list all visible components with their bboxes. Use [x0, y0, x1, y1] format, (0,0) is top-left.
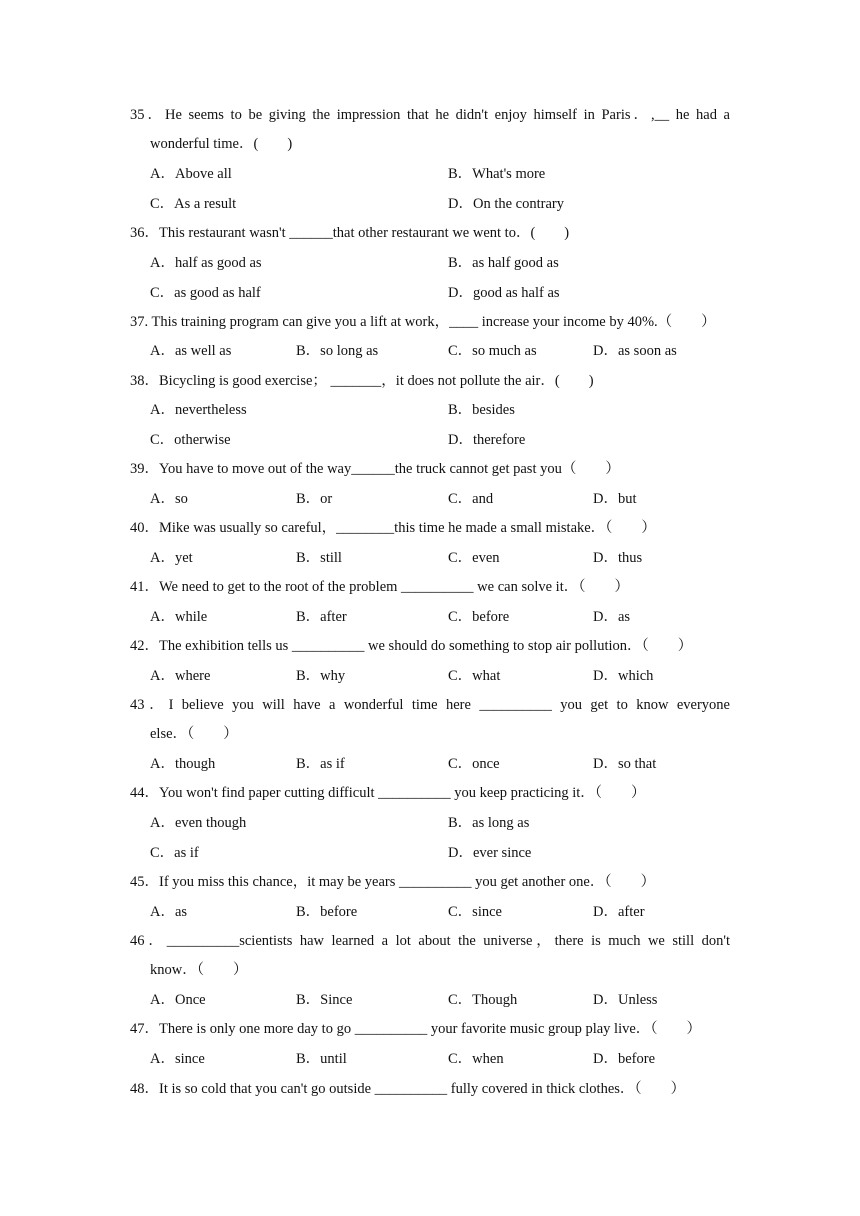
question-37-option-d: D．as soon as	[593, 343, 677, 359]
question-39-option-c: C．and	[448, 491, 494, 507]
question-42-stem: 42．The exhibition tells us __________ we should do something to stop air pollution．（ ）	[130, 638, 693, 654]
question-46-option-a: A．Once	[150, 992, 206, 1008]
question-45-option-a: A．as	[150, 904, 188, 920]
question-36-option-d: D．good as half as	[448, 285, 560, 301]
question-47-option-b: B．until	[296, 1051, 347, 1067]
question-36-option-b: B．as half good as	[448, 255, 559, 271]
question-40-stem: 40．Mike was usually so careful，________this time he made a small mistake．（ ）	[130, 520, 656, 536]
question-41-stem: 41．We need to get to the root of the problem __________ we can solve it．（ ）	[130, 579, 629, 595]
question-38-option-c: C．otherwise	[150, 432, 231, 448]
question-39-option-a: A．so	[150, 491, 188, 507]
question-41-option-c: C．before	[448, 609, 510, 625]
question-36-stem: 36．This restaurant wasn't ______that other restaurant we went to．( )	[130, 225, 570, 241]
question-39-stem: 39．You have to move out of the way______the truck cannot get past you（ ）	[130, 461, 620, 477]
question-38-option-a: A．nevertheless	[150, 402, 247, 418]
question-46-option-c: C．Though	[448, 992, 518, 1008]
question-35-option-b: B．What's more	[448, 166, 546, 182]
question-42-option-b: B．why	[296, 668, 346, 684]
question-43-stem: 43．I believe you will have a wonderful time here __________ you get to know everyone	[130, 697, 730, 713]
question-37-option-b: B．so long as	[296, 343, 379, 359]
question-43-stem-cont: else．（ ）	[150, 726, 238, 742]
question-43-option-b: B．as if	[296, 756, 345, 772]
question-47-option-d: D．before	[593, 1051, 656, 1067]
question-45-option-c: C．since	[448, 904, 502, 920]
question-44-stem: 44．You won't find paper cutting difficult __________ you keep practicing it．（ ）	[130, 785, 646, 801]
question-41-option-d: D．as	[593, 609, 631, 625]
question-35-option-d: D．On the contrary	[448, 196, 564, 212]
question-43-option-c: C．once	[448, 756, 500, 772]
question-35-stem: 35．He seems to be giving the impression that he didn't enjoy himself in Paris．,__ he had a	[130, 107, 730, 123]
question-44-option-a: A．even though	[150, 815, 247, 831]
question-41-option-a: A．while	[150, 609, 208, 625]
question-40-option-a: A．yet	[150, 550, 193, 566]
question-36-option-a: A．half as good as	[150, 255, 262, 271]
question-46-option-d: D．Unless	[593, 992, 658, 1008]
question-37-option-a: A．as well as	[150, 343, 232, 359]
question-47-option-a: A．since	[150, 1051, 205, 1067]
question-42-option-c: C．what	[448, 668, 501, 684]
question-44-option-d: D．ever since	[448, 845, 532, 861]
question-48-stem: 48．It is so cold that you can't go outside __________ fully covered in thick clothes．（ ）	[130, 1081, 686, 1097]
question-40-option-b: B．still	[296, 550, 342, 566]
question-37-option-c: C．so much as	[448, 343, 537, 359]
question-35-stem-cont: wonderful time．( )	[150, 136, 293, 152]
question-40-option-d: D．thus	[593, 550, 643, 566]
question-38-option-d: D．therefore	[448, 432, 526, 448]
question-44-option-b: B．as long as	[448, 815, 530, 831]
question-39-option-d: D．but	[593, 491, 637, 507]
question-36-option-c: C．as good as half	[150, 285, 261, 301]
question-44-option-c: C．as if	[150, 845, 199, 861]
question-47-option-c: C．when	[448, 1051, 504, 1067]
question-43-option-d: D．so that	[593, 756, 657, 772]
question-38-stem: 38．Bicycling is good exercise； _______，it does not pollute the air．( )	[130, 373, 594, 389]
question-35-option-c: C．As a result	[150, 196, 237, 212]
question-46-stem-cont: know．（ ）	[150, 962, 248, 978]
question-40-option-c: C．even	[448, 550, 500, 566]
question-42-option-a: A．where	[150, 668, 211, 684]
question-37-stem: 37. This training program can give you a lift at work，____ increase your income by 40%.（ ）	[130, 314, 716, 330]
question-45-option-d: D．after	[593, 904, 645, 920]
question-43-option-a: A．though	[150, 756, 216, 772]
question-38-option-b: B．besides	[448, 402, 515, 418]
question-42-option-d: D．which	[593, 668, 654, 684]
question-39-option-b: B．or	[296, 491, 333, 507]
question-46-option-b: B．Since	[296, 992, 353, 1008]
question-45-stem: 45．If you miss this chance，it may be years __________ you get another one．（ ）	[130, 874, 656, 890]
question-41-option-b: B．after	[296, 609, 347, 625]
question-35-option-a: A．Above all	[150, 166, 232, 182]
question-46-stem: 46．__________scientists haw learned a lot about the universe，there is much we still don't	[130, 933, 730, 949]
question-47-stem: 47．There is only one more day to go __________ your favorite music group play live．（ ）	[130, 1021, 702, 1037]
question-45-option-b: B．before	[296, 904, 358, 920]
